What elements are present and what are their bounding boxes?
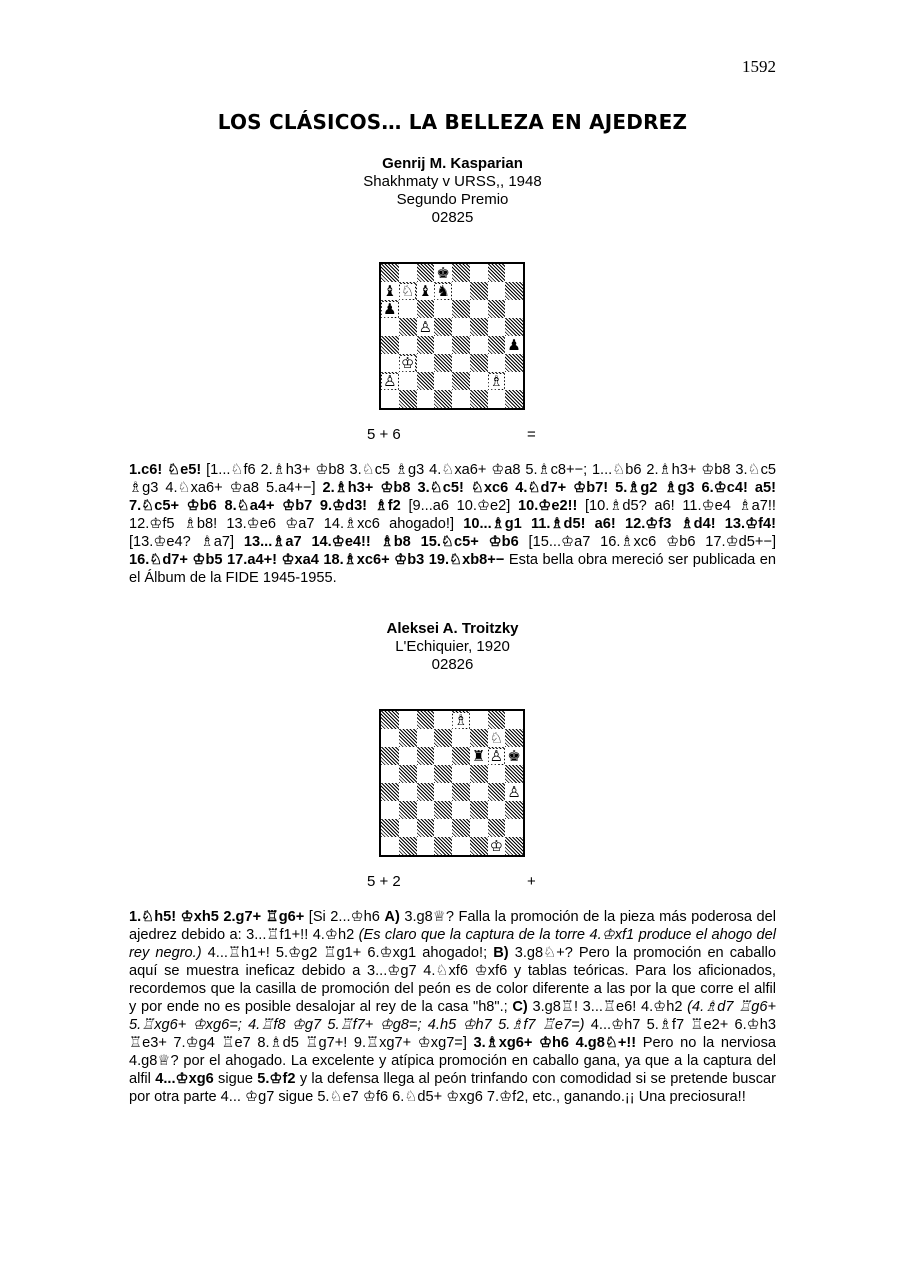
square-e8: [452, 264, 470, 282]
square-a3: [381, 354, 399, 372]
square-h1: [505, 837, 523, 855]
square-h5: [505, 765, 523, 783]
square-h2: [505, 372, 523, 390]
square-g3: [488, 801, 506, 819]
square-d7: [434, 729, 452, 747]
square-g4: [488, 783, 506, 801]
square-b1: [399, 390, 417, 408]
square-d3: [434, 801, 452, 819]
text-run: 4...♔xg6: [155, 1071, 214, 1087]
text-run: [1...♘f6 2.♗h3+ ♔b8 3.♘c5 ♗g3 4.♘xa6+ ♔a8 5.♗c8+−; 1...♘b6 2.♗h3+ ♔b8 3.♘c5 ♗g3 4.♘xa6+ ♔a8 5.a4+−]: [129, 462, 776, 496]
text-run: (4.♗d7 ♖g6+ 5.♖xg6+ ♔xg6=; 4.♖f8 ♔g7 5.♖f7+ ♔g8=; 4.h5 ♔h7 5.♗f7 ♖e7=): [129, 999, 776, 1033]
piece-count: 5 + 6: [367, 426, 401, 443]
text-run: sigue: [213, 1071, 258, 1087]
text-run: [10.♗d5? a6! 11.♔e4 ♗a7!! 12.♔f5 ♗b8! 13.♔e6 ♔a7 14.♗xc6 ahogado!]: [129, 498, 776, 532]
square-d6: [434, 747, 452, 765]
square-f3: [470, 801, 488, 819]
square-f8: [470, 264, 488, 282]
text-run: 13...♗a7 14.♔e4!! ♗b8 15.♘c5+ ♔b6: [243, 534, 519, 550]
square-e5: [452, 318, 470, 336]
square-h3: [505, 801, 523, 819]
square-d4: [434, 336, 452, 354]
text-run: 10...♗g1 11.♗d5! a6! 12.♔f3 ♗d4! 13.♔f4!: [463, 516, 777, 532]
text-run: 1.c6! ♘e5!: [129, 462, 202, 478]
square-b5: [399, 765, 417, 783]
square-e4: [452, 783, 470, 801]
square-e5: [452, 765, 470, 783]
text-run: 3.♗xg6+ ♔h6 4.g8♘+!!: [473, 1035, 637, 1051]
problem-source: Shakhmaty v URSS,, 1948: [363, 173, 542, 190]
square-a5: [381, 318, 399, 336]
square-h3: [505, 354, 523, 372]
square-b3: [399, 801, 417, 819]
square-b3: [399, 354, 417, 372]
problem-author: Aleksei A. Troitzky: [386, 620, 519, 637]
square-d3: [434, 354, 452, 372]
chess-piece: ♔: [489, 837, 504, 855]
chess-piece: ♟: [383, 300, 397, 318]
square-c4: [417, 783, 435, 801]
square-c3: [417, 354, 435, 372]
square-c2: [417, 372, 435, 390]
square-d8: [434, 264, 452, 282]
square-f1: [470, 390, 488, 408]
problem-number: 02825: [431, 209, 474, 226]
square-e1: [452, 390, 470, 408]
chess-piece: ♔: [400, 354, 415, 372]
text-run: 2.♗h3+ ♔b8 3.♘c5! ♘xc6 4.♘d7+ ♔b7! 5.♗g2 ♗g3 6.♔c4! a5! 7.♘c5+ ♔b6 8.♘a4+ ♔b7 9.♔d3! ♗f2: [129, 480, 776, 514]
chess-piece: ♞: [436, 282, 450, 300]
square-e6: [452, 300, 470, 318]
square-a6: [381, 747, 399, 765]
square-h8: [505, 264, 523, 282]
square-b1: [399, 837, 417, 855]
square-c5: [417, 318, 435, 336]
problem-award: Segundo Premio: [396, 191, 509, 208]
square-g5: [488, 765, 506, 783]
square-f7: [470, 729, 488, 747]
text-run: 10.♔e2!!: [518, 498, 578, 514]
square-a6: [381, 300, 399, 318]
solution-paragraph: [129, 461, 776, 587]
stipulation: =: [527, 426, 536, 443]
square-c7: [417, 282, 435, 300]
text-run: 16.♘d7+ ♔b5 17.a4+! ♔xa4 18.♗xc6+ ♔b3 19.♘xb8+−: [129, 552, 505, 568]
chess-piece: ♝: [383, 282, 397, 300]
square-d5: [434, 318, 452, 336]
square-a8: [381, 711, 399, 729]
square-g2: [488, 819, 506, 837]
square-e4: [452, 336, 470, 354]
square-c6: [417, 300, 435, 318]
square-g6: [488, 300, 506, 318]
text-run: 3.g8♕? Falla la promoción de la pieza más poderosa del ajedrez debido a: 3...♖f1+!! 4.♔h2: [129, 909, 777, 943]
square-a1: [381, 837, 399, 855]
square-b6: [399, 300, 417, 318]
square-a3: [381, 801, 399, 819]
square-e2: [452, 819, 470, 837]
text-run: 1.♘h5! ♔xh5 2.g7+ ♖g6+: [129, 909, 305, 925]
square-f7: [470, 282, 488, 300]
square-b8: [399, 711, 417, 729]
page-number: 1592: [742, 57, 776, 76]
square-e3: [452, 801, 470, 819]
square-f2: [470, 372, 488, 390]
text-run: Pero no la nerviosa 4.g8♕? por el ahogado. La excelente y atípica promoción en caballo gana, ya que a la captura del alfil: [129, 1035, 776, 1087]
square-c1: [417, 390, 435, 408]
square-c6: [417, 747, 435, 765]
square-h4: [505, 336, 523, 354]
square-d5: [434, 765, 452, 783]
square-d8: [434, 711, 452, 729]
square-b4: [399, 336, 417, 354]
square-d4: [434, 783, 452, 801]
text-run: 4...♖h1+! 5.♔g2 ♖g1+ 6.♔xg1 ahogado!;: [201, 945, 494, 961]
chess-piece: ♙: [507, 783, 521, 801]
chess-piece: ♘: [489, 729, 504, 747]
chess-piece: ♘: [400, 282, 415, 300]
chess-board: [379, 262, 525, 410]
problem-number: 02826: [431, 656, 474, 673]
square-c7: [417, 729, 435, 747]
text-run: [15...♔a7 16.♗xc6 ♔b6 17.♔d5+−]: [518, 534, 776, 550]
square-b2: [399, 819, 417, 837]
square-g5: [488, 318, 506, 336]
square-b5: [399, 318, 417, 336]
square-b2: [399, 372, 417, 390]
square-a2: [381, 372, 399, 390]
square-c1: [417, 837, 435, 855]
square-d6: [434, 300, 452, 318]
text-run: 3.g8♘+? Pero la promoción en caballo aquí se muestra ineficaz debido a 3...♔g7 4.♘xf6 ♔xf6 y tablas teóricas. Para los aficionados, recordemos que la casilla de promoción del peón es de color diferente a las por la que corre el alfil y por ende no es posible desalojar al rey de la casa "h8".;: [129, 945, 776, 1015]
square-b6: [399, 747, 417, 765]
square-g8: [488, 264, 506, 282]
square-b7: [399, 729, 417, 747]
square-h8: [505, 711, 523, 729]
chess-piece: ♝: [418, 282, 433, 300]
text-run: (Es claro que la captura de la torre 4.♔xf1 produce el ahogo del rey negro.): [129, 927, 776, 961]
square-h2: [505, 819, 523, 837]
page-title: LOS CLÁSICOS… LA BELLEZA EN AJEDREZ: [217, 110, 688, 134]
text-run: [13.♔e4? ♗a7]: [129, 534, 244, 550]
square-b7: [399, 282, 417, 300]
chess-piece: ♗: [489, 372, 504, 390]
chess-piece: ♟: [507, 336, 521, 354]
square-g1: [488, 390, 506, 408]
square-g3: [488, 354, 506, 372]
square-f1: [470, 837, 488, 855]
square-h5: [505, 318, 523, 336]
square-f6: [470, 300, 488, 318]
square-g6: [488, 747, 506, 765]
text-run: [9...a6 10.♔e2]: [400, 498, 518, 514]
square-e1: [452, 837, 470, 855]
square-e3: [452, 354, 470, 372]
square-h7: [505, 729, 523, 747]
problem-author: Genrij M. Kasparian: [382, 155, 523, 172]
square-f8: [470, 711, 488, 729]
square-h7: [505, 282, 523, 300]
square-a7: [381, 282, 399, 300]
square-e6: [452, 747, 470, 765]
square-g2: [488, 372, 506, 390]
text-run: Esta bella obra mereció ser publicada en el Álbum de la FIDE 1945-1955.: [129, 552, 776, 586]
chess-piece: ♙: [489, 747, 504, 765]
square-e2: [452, 372, 470, 390]
chess-piece: ♗: [454, 711, 468, 729]
square-e8: [452, 711, 470, 729]
square-a8: [381, 264, 399, 282]
square-c8: [417, 711, 435, 729]
square-f5: [470, 765, 488, 783]
chess-piece: ♚: [436, 264, 450, 282]
problem-header: [0, 620, 905, 674]
square-h4: [505, 783, 523, 801]
square-a7: [381, 729, 399, 747]
square-g4: [488, 336, 506, 354]
text-run: y la defensa llega al peón trinfando con comodidad si se pretende buscar por otra parte 4... ♔g7 sigue 5.♘e7 ♔f6 6.♘d5+ ♔xg6 7.♔f2, etc., ganando.¡¡ Una preciosura!!: [129, 1071, 776, 1105]
text-run: C): [512, 999, 528, 1015]
square-d7: [434, 282, 452, 300]
solution-text: [129, 908, 776, 1106]
text-run: A): [384, 909, 400, 925]
square-c3: [417, 801, 435, 819]
square-a4: [381, 783, 399, 801]
square-f2: [470, 819, 488, 837]
chess-board: [379, 709, 525, 857]
square-c5: [417, 765, 435, 783]
square-g1: [488, 837, 506, 855]
square-g7: [488, 282, 506, 300]
problem-source: L'Echiquier, 1920: [395, 638, 510, 655]
solution-paragraph: [129, 908, 776, 1106]
chess-piece: ♙: [418, 318, 433, 336]
text-run: B): [493, 945, 509, 961]
square-a4: [381, 336, 399, 354]
square-c2: [417, 819, 435, 837]
chess-piece: ♚: [507, 747, 521, 765]
problem-header: [0, 155, 905, 227]
text-run: 3.g8♖! 3...♖e6! 4.♔h2: [527, 999, 688, 1015]
stipulation: +: [527, 873, 536, 890]
square-h6: [505, 300, 523, 318]
square-c8: [417, 264, 435, 282]
square-h1: [505, 390, 523, 408]
square-b4: [399, 783, 417, 801]
square-b8: [399, 264, 417, 282]
solution-text: [129, 461, 776, 587]
chess-piece: ♙: [383, 372, 397, 390]
square-h6: [505, 747, 523, 765]
square-g8: [488, 711, 506, 729]
square-d2: [434, 819, 452, 837]
square-a1: [381, 390, 399, 408]
square-f4: [470, 336, 488, 354]
square-f4: [470, 783, 488, 801]
square-d2: [434, 372, 452, 390]
square-a5: [381, 765, 399, 783]
square-e7: [452, 282, 470, 300]
square-f5: [470, 318, 488, 336]
square-d1: [434, 837, 452, 855]
square-d1: [434, 390, 452, 408]
piece-count: 5 + 2: [367, 873, 401, 890]
text-run: [Si 2...♔h6: [304, 909, 385, 925]
chess-piece: ♜: [471, 747, 486, 765]
square-a2: [381, 819, 399, 837]
square-c4: [417, 336, 435, 354]
text-run: 4...♔h7 5.♗f7 ♖e2+ 6.♔h3 ♖e3+ 7.♔g4 ♖e7 8.♗d5 ♖g7+! 9.♖xg7+ ♔xg7=]: [129, 1017, 776, 1051]
square-e7: [452, 729, 470, 747]
square-f6: [470, 747, 488, 765]
square-g7: [488, 729, 506, 747]
square-f3: [470, 354, 488, 372]
text-run: 5.♔f2: [257, 1071, 296, 1087]
